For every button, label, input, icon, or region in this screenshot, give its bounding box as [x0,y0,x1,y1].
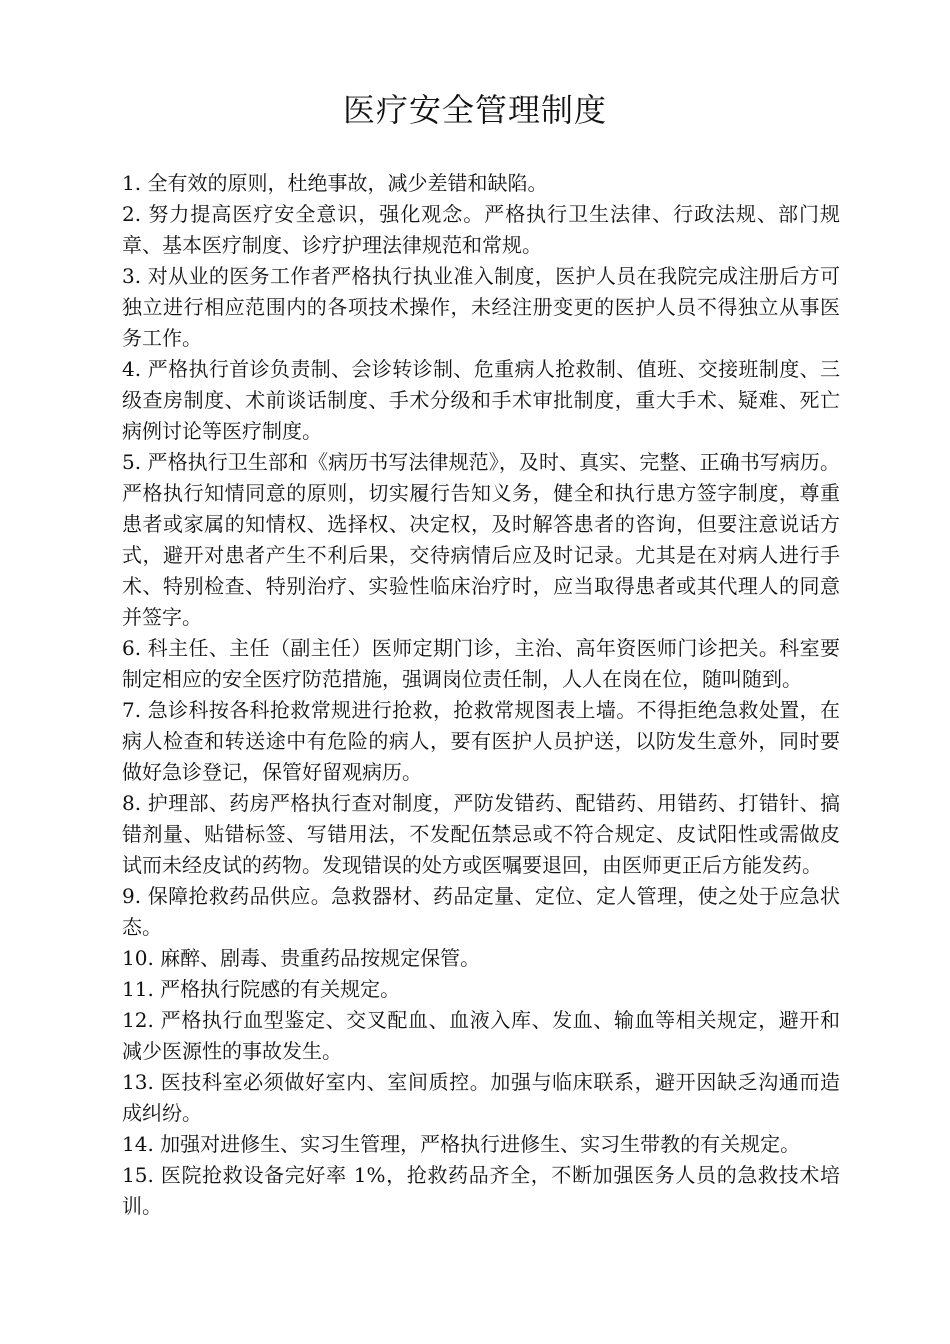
regulation-item-13: 13. 医技科室必须做好室内、室间质控。加强与临床联系，避开因缺乏沟通而造成纠纷。 [122,1070,840,1125]
regulation-item-8: 8. 护理部、药房严格执行查对制度，严防发错药、配错药、用错药、打错针、搞错剂量、贴错标签、写错用法，不发配伍禁忌或不符合规定、皮试阳性或需做皮试而未经皮试的药物。发现错误的处方或医嘱要退回，由医师更正后方能发药。 [122,791,840,877]
regulation-item-5: 5. 严格执行卫生部和《病历书写法律规范》，及时、真实、完整、正确书写病历。严格执行知情同意的原则，切实履行告知义务，健全和执行患方签字制度，尊重患者或家属的知情权、选择权、决定权，及时解答患者的咨询，但要注意说话方式，避开对患者产生不利后果，交待病情后应及时记录。尤其是在对病人进行手术、特别检查、特别治疗、实验性临床治疗时，应当取得患者或其代理人的同意并签字。 [122,450,840,629]
regulation-item-1: 1. 全有效的原则，杜绝事故，减少差错和缺陷。 [122,171,548,195]
document-title: 医疗安全管理制度 [342,91,607,129]
regulation-item-14: 14. 加强对进修生、实习生管理，严格执行进修生、实习生带教的有关规定。 [122,1132,801,1156]
regulation-item-7: 7. 急诊科按各科抢救常规进行抢救，抢救常规图表上墙。不得拒绝急救处置，在病人检查和转送途中有危险的病人，要有医护人员护送，以防发生意外，同时要做好急诊登记，保管好留观病历。 [122,698,840,784]
regulation-item-4: 4. 严格执行首诊负责制、会诊转诊制、危重病人抢救制、值班、交接班制度、三级查房制度、术前谈话制度、手术分级和手术审批制度，重大手术、疑难、死亡病例讨论等医疗制度。 [122,357,840,443]
regulation-item-12: 12. 严格执行血型鉴定、交叉配血、血液入库、发血、输血等相关规定，避开和减少医源性的事故发生。 [122,1008,840,1063]
regulation-item-3: 3. 对从业的医务工作者严格执行执业准入制度，医护人员在我院完成注册后方可独立进行相应范围内的各项技术操作，未经注册变更的医护人员不得独立从事医务工作。 [122,264,840,350]
regulation-item-10: 10. 麻醉、剧毒、贵重药品按规定保管。 [122,946,481,970]
regulation-item-9: 9. 保障抢救药品供应。急救器材、药品定量、定位、定人管理，使之处于应急状态。 [122,884,840,939]
regulation-item-6: 6. 科主任、主任（副主任）医师定期门诊，主治、高年资医师门诊把关。科室要制定相应的安全医疗防范措施，强调岗位责任制，人人在岗在位，随叫随到。 [122,636,840,691]
regulation-item-15: 15. 医院抢救设备完好率 1%，抢救药品齐全，不断加强医务人员的急救技术培训。 [122,1163,840,1218]
regulation-item-11: 11. 严格执行院感的有关规定。 [122,977,401,1001]
regulation-item-2: 2. 努力提高医疗安全意识，强化观念。严格执行卫生法律、行政法规、部门规章、基本医疗制度、诊疗护理法律规范和常规。 [122,202,840,257]
regulation-list [122,168,840,1222]
